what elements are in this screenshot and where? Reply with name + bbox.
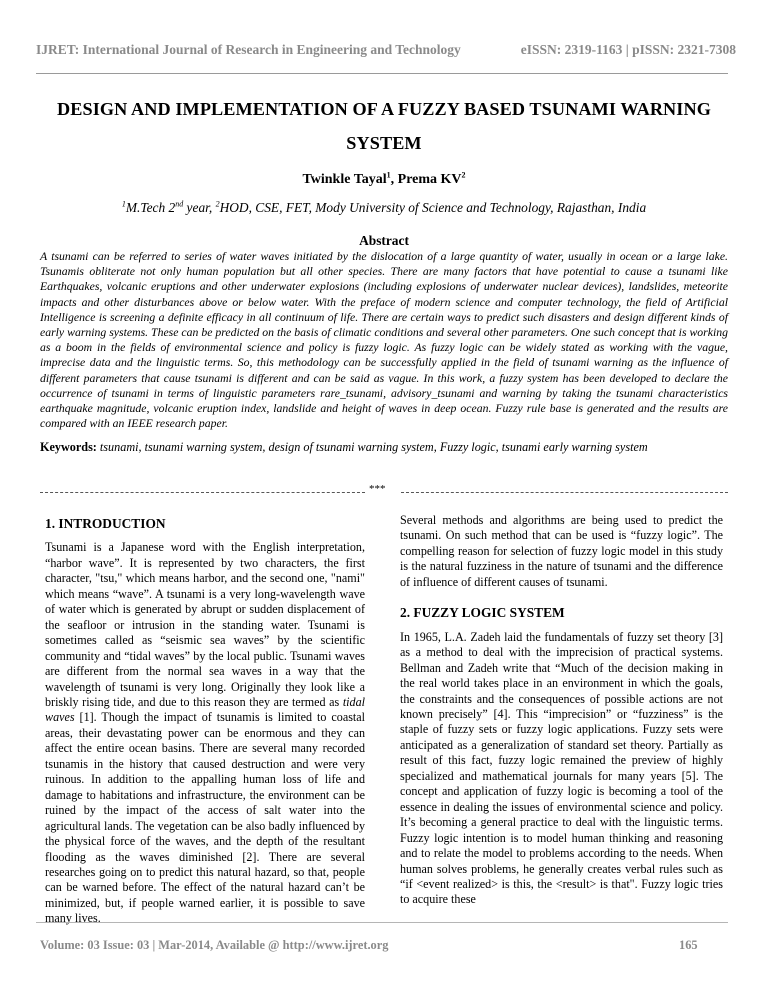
left-column — [45, 513, 365, 927]
affil-nd: nd — [175, 199, 184, 209]
right-column — [400, 513, 723, 908]
fuzzy-paragraph: In 1965, L.A. Zadeh laid the fundamentals of fuzzy set theory [3] as a method to deal with the imprecision of practical systems. Bellman and Zadeh write that “Much of the decision making in the real world takes place in an environment in which the goals, the constraints and the consequences of possible actions are not known precisely” [4]. This “imprecision” or “fuzziness” is the staple of fuzzy sets or fuzzy logic applications. Fuzzy sets were anticipated as a generalization of standard set theory. Partially as result of this fact, fuzzy logic remained the preview of highly specialized and mathematical journals for many years [5]. The concept and application of fuzzy logic is becoming a tool of the essence in dealing the issues of environmental science and policy. It’s becoming a general practice to deal with the linguistic terms. Fuzzy logic intention is to model human thinking and reasoning and to relate the model to problems according to the needs. When human solves problems, he generally creates verbal rules such as “if <event realized> is this, the <result> is that". Fuzzy logic tries to acquire these — [400, 629, 723, 907]
author-line — [40, 172, 728, 188]
intro-paragraph — [45, 540, 365, 926]
issn-info: eISSN: 2319-1163 | pISSN: 2321-7308 — [520, 42, 736, 57]
keywords-text: tsunami, tsunami warning system, design of tsunami warning system, Fuzzy logic, tsunami early warning system — [96, 440, 648, 454]
footer-volume: Volume: 03 Issue: 03 | Mar-2014, Available @ http://www.ijret.org — [40, 938, 389, 952]
abstract-heading: Abstract — [359, 233, 409, 248]
intro-paragraph-2: Several methods and algorithms are being used to predict the tsunami. On such method that can be used is “fuzzy logic”. The compelling reason for selection of fuzzy logic model in this study is the natural fuzziness in the nature of tsunami and the difference of influence of different causes of tsunami. — [400, 513, 723, 589]
affiliation — [40, 200, 728, 216]
journal-name: IJRET: International Journal of Research in Engineering and Technology — [36, 42, 461, 57]
separator-dash-right — [401, 492, 728, 493]
fuzzy-heading: 2. FUZZY LOGIC SYSTEM — [400, 605, 565, 621]
author-2-sup: 2 — [461, 170, 466, 180]
separator-stars: *** — [369, 483, 386, 495]
header-divider — [36, 73, 728, 74]
footer-divider — [36, 922, 728, 923]
paper-title: DESIGN AND IMPLEMENTATION OF A FUZZY BASED TSUNAMI WARNING SYSTEM — [57, 99, 711, 153]
abstract-text: A tsunami can be referred to series of water waves initiated by the dislocation of a large quantity of water, usually in ocean or a large lake. Tsunamis obliterate not only human population but all other species. There are many factors that have potential to cause a tsunami like Earthquakes, volcanic eruptions and other underwater explosions (including explosions of underwater nuclear devices), landslides, meteorite impacts and other disturbances above or below water. With the preface of modern science and computer technology, the field of Artificial Intelligence is screening a definite efficacy in all continuum of life. There are certain ways to predict such disasters and design different kinds of early warning systems. These can be predicted on the basis of climatic conditions and several other parameters. One such concept that is working as a boom in the fields of environmental science and policy is fuzzy logic. As fuzzy logic can be widely stated as working with the vague, imprecise data and the linguistic terms. So, this methodology can be successfully applied in the field of tsunami warning as the influence of different parameters that cause tsunami is different and can be said as vague. In this work, a fuzzy system has been developed to declare the occurrence of tsunami in terms of linguistic parameters rare_tsunami, advisory_tsunami and warning by taking the tsunami characteristics earthquake magnitude, volcanic eruption index, landslide and height of waves in deep ocean. Fuzzy rule base is generated and the results are compared with an IEEE research paper. — [40, 250, 728, 431]
affil-sup-2: 2 — [215, 199, 220, 209]
author-1: Twinkle Tayal — [302, 172, 387, 187]
intro-p1-text: Tsunami is a Japanese word with the English interpretation, “harbor wave”. It is represented by two characters, the first character, "tsu," which means harbor, and the second one, "nami" which means “wave”. A tsunami is a very long-wavelength wave of water which is generated by abrupt or sudden displacement of the seafloor or intrusion in the standing water. Tsunami is sometimes called as “seismic sea waves” by the scientific community and “tidal waves” by the local public. Tsunami waves are different from the normal sea waves in a way that the wavelength of tsunami is very long. Originally they look like a briskly rising tide, and due to this reason they are termed as — [45, 540, 365, 709]
author-separator: , — [390, 172, 398, 187]
keywords — [40, 436, 728, 458]
author-1-sup: 1 — [386, 170, 391, 180]
running-header — [36, 42, 736, 64]
intro-p1-end: [1]. Though the impact of tsunamis is limited to coastal areas, their devastating power can be enormous and they can affect the entire ocean basins. There are several many recorded tsunamis in the history that caused destruction and were very ruinous. In addition to the appalling human loss of life and damage to habitations and infrastructure, the environment can be ruined by the impact of the access of salt water into the agricultural lands. The vegetation can be also badly influenced by the physical force of the waves, and the depth of the resultant flooding as the waves diminished [2]. There are several researches going on to predict this natural hazard, so that, people can be warned before. The effect of the natural hazard can’t be minimized, but, if people warned earlier, it is possible to save many lives. — [45, 710, 365, 926]
separator-dash-left — [40, 492, 365, 493]
keywords-label: Keywords: — [40, 440, 97, 454]
affil-part-1: M.Tech 2 — [125, 200, 176, 215]
page-number: 165 — [679, 938, 698, 952]
author-2: Prema KV — [397, 172, 462, 187]
affil-sup-1: 1 — [121, 199, 126, 209]
section-separator — [40, 485, 728, 499]
intro-heading: 1. INTRODUCTION — [45, 516, 166, 531]
intro-p1-italic: tidal waves — [45, 694, 365, 725]
affil-part-2: year, — [183, 200, 216, 215]
affil-part-3: HOD, CSE, FET, Mody University of Science and Technology, Rajasthan, India — [219, 200, 647, 215]
